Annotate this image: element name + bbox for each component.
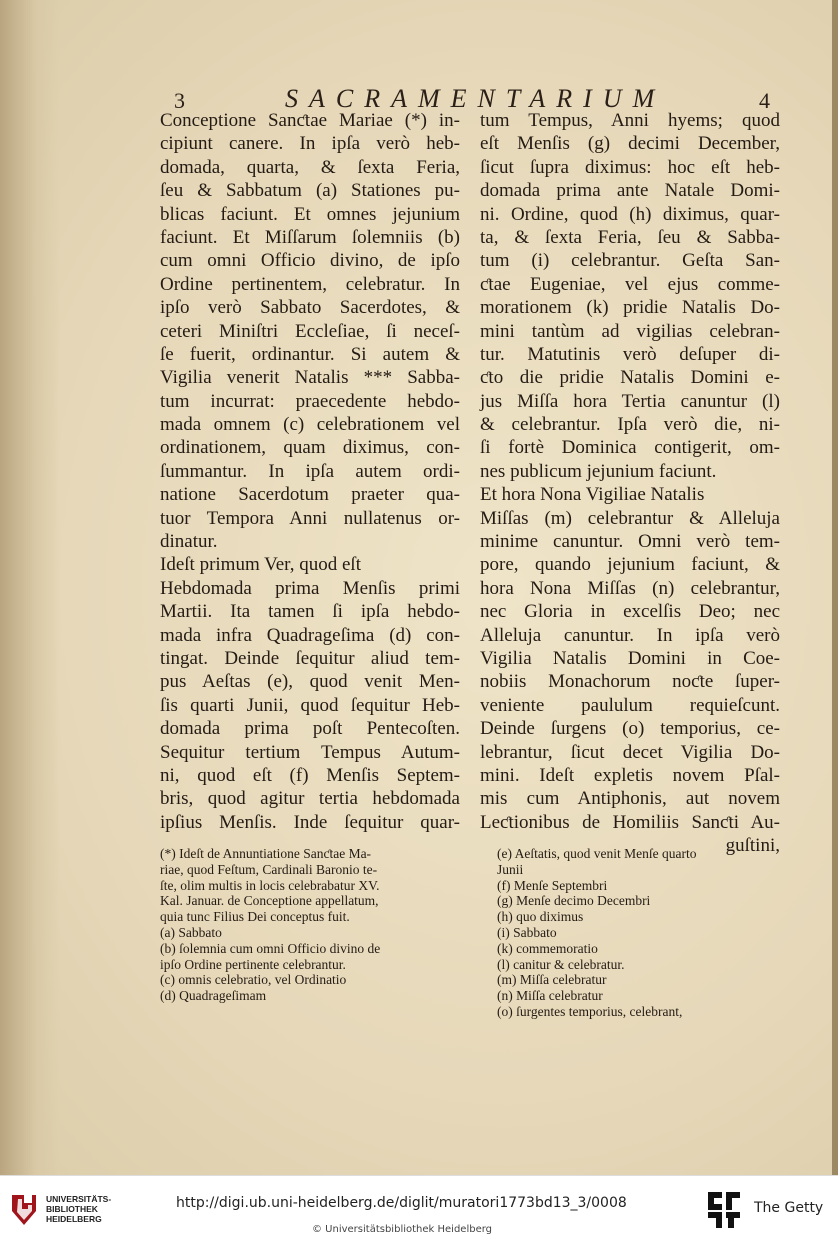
text-line: tingat. Deinde ſequitur aliud tem- xyxy=(160,647,460,669)
text-line: nec Gloria in excelſis Deo; nec xyxy=(480,601,780,623)
text-line: (*) Ideſt de Annuntiatione Sanƈtae Ma- xyxy=(160,846,372,861)
text-line: ſe fuerit, ordinantur. Si autem & xyxy=(160,343,460,365)
footnotes-left xyxy=(160,846,470,1004)
text-line: domada prima poſt Pentecoſten. xyxy=(160,718,460,740)
text-line: (c) omnis celebratio, vel Ordinatio xyxy=(160,972,347,988)
text-line: Sequitur tertium Tempus Autum- xyxy=(160,741,460,763)
text-line: Junii xyxy=(497,861,524,877)
footnotes-right xyxy=(497,846,792,1020)
page-edge xyxy=(832,0,838,1175)
text-line: (n) Miſſa celebratur xyxy=(497,988,603,1004)
text-line: ni, quod eſt (f) Menſis Septem- xyxy=(160,764,460,786)
text-line: Conceptione Sanƈtae Mariae (*) in- xyxy=(160,110,460,131)
text-line: lebrantur, ſicut decet Vigilia Do- xyxy=(480,741,780,763)
permalink-url[interactable]: http://digi.ub.uni-heidelberg.de/diglit/muratori1773bd13_3/0008 xyxy=(176,1195,627,1211)
text-line: tum incurrat: praecedente hebdo- xyxy=(160,390,460,412)
text-line: eſt Menſis (g) decimi December, xyxy=(480,133,780,155)
text-line: Vigilia Natalis Domini in Coe- xyxy=(480,647,780,669)
text-line: quia tunc Filius Dei conceptus fuit. xyxy=(160,909,350,925)
text-line: ipſo Ordine pertinente celebrantur. xyxy=(160,956,346,972)
text-line: ƈto die pridie Natalis Domini e- xyxy=(480,367,780,389)
text-line: mada omnem (c) celebrationem vel xyxy=(160,414,460,436)
text-line: (g) Menſe decimo Decembri xyxy=(497,893,651,909)
text-line: nobiis Monachorum noƈte ſuper- xyxy=(480,671,780,693)
text-line: Leƈtionibus de Homiliis Sanƈti Au- xyxy=(480,811,780,833)
text-line: Martii. Ita tamen ſi ipſa hebdo- xyxy=(160,601,460,623)
text-line: jus Miſſa hora Tertia canuntur (l) xyxy=(480,390,780,412)
text-line: ceteri Miniſtri Eccleſiae, ſi neceſ- xyxy=(160,320,460,342)
text-line: tuor Tempora Anni nullatenus or- xyxy=(160,507,460,529)
text-line: (k) commemoratio xyxy=(497,940,598,956)
page-number-left: 3 xyxy=(174,88,185,113)
text-line: (h) quo diximus xyxy=(497,909,584,925)
text-line: hora Nona Miſſas (n) celebrantur, xyxy=(480,577,780,599)
text-line: (d) Quadrageſimam xyxy=(160,988,267,1004)
text-line: pus Aeſtas (e), quod venit Men- xyxy=(160,671,460,693)
university-library-logo-icon[interactable] xyxy=(10,1193,38,1227)
text-line: (b) ſolemnia cum omni Officio divino de xyxy=(160,940,381,956)
text-line: Et hora Nona Vigiliae Natalis xyxy=(480,484,705,506)
text-line: cum omni Officio divino, de ipſo xyxy=(160,250,460,272)
running-title: SACRAMENTARIUM xyxy=(285,84,666,113)
text-line: Kal. Januar. de Conceptione appellatum, xyxy=(160,893,379,909)
page-number-right: 4 xyxy=(759,88,770,113)
text-line: domada, quarta, & ſexta Feria, xyxy=(160,156,460,178)
left-text-column xyxy=(160,109,460,834)
text-line: Hebdomada prima Menſis primi xyxy=(160,577,460,599)
text-line: bris, quod agitur tertia hebdomada xyxy=(160,788,460,810)
text-line: cipiunt canere. In ipſa verò heb- xyxy=(160,133,460,155)
copyright-notice: © Universitätsbibliothek Heidelberg xyxy=(312,1224,493,1235)
text-line: mada infra Quadrageſima (d) con- xyxy=(160,624,460,646)
text-line: Miſſas (m) celebrantur & Alleluja xyxy=(480,507,780,529)
right-text-column xyxy=(480,109,780,858)
text-line: tum Tempus, Anni hyems; quod xyxy=(480,110,780,131)
text-line: pore, quando jejunium faciunt, & xyxy=(480,554,780,576)
text-line: ſi fortè Dominica contigerit, om- xyxy=(480,437,780,459)
text-line: (a) Sabbato xyxy=(160,924,222,940)
text-line: ni. Ordine, quod (h) diximus, quar- xyxy=(480,203,780,225)
text-line: riae, quod Feſtum, Cardinali Baronio te- xyxy=(160,861,378,877)
text-line: natione Sacerdotum praeter qua- xyxy=(160,484,460,506)
text-line: (e) Aeſtatis, quod venit Menſe quarto xyxy=(497,846,697,861)
text-line: ſte, olim multis in locis celebrabatur XV. xyxy=(160,877,380,893)
text-line: ipſo verò Sabbato Sacerdotes, & xyxy=(160,297,460,319)
text-line: dinatur. xyxy=(160,531,218,553)
text-line: ƈtae Eugeniae, vel ejus comme- xyxy=(480,273,780,295)
text-line: Deinde ſurgens (o) temporius, ce- xyxy=(480,718,780,740)
text-line: ſummantur. In ipſa autem ordi- xyxy=(160,460,460,482)
text-line: nes publicum jejunium faciunt. xyxy=(480,460,717,482)
text-line: (l) canitur & celebratur. xyxy=(497,956,625,972)
text-line: mis cum Antiphonis, aut novem xyxy=(480,788,780,810)
text-line: Ideſt primum Ver, quod eſt xyxy=(160,554,361,576)
text-line: ſicut ſupra diximus: hoc eſt heb- xyxy=(480,156,780,178)
gutter-shadow xyxy=(0,0,60,1175)
text-line: ſis quarti Junii, quod ſequitur Heb- xyxy=(160,694,460,716)
text-line: minime canuntur. Omni verò tem- xyxy=(480,531,780,553)
getty-logo-icon[interactable] xyxy=(706,1190,742,1230)
text-line: tum (i) celebrantur. Geſta San- xyxy=(480,250,780,272)
text-line: ipſius Menſis. Inde ſequitur quar- xyxy=(160,811,460,833)
text-line: & celebrantur. Ipſa verò die, ni- xyxy=(480,414,780,436)
text-line: veniente paululum requieſcunt. xyxy=(480,694,780,716)
text-line: Ordine pertinentem, celebratur. In xyxy=(160,273,460,295)
text-line: ta, & ſexta Feria, ſeu & Sabba- xyxy=(480,226,780,248)
text-line: morationem (k) pridie Natalis Do- xyxy=(480,297,780,319)
text-line: domada prima ante Natale Domi- xyxy=(480,180,780,202)
text-line: (f) Menſe Septembri xyxy=(497,877,608,893)
text-line: (i) Sabbato xyxy=(497,924,557,940)
text-line: Vigilia venerit Natalis *** Sabba- xyxy=(160,367,460,389)
university-library-name: UNIVERSITÄTS- BIBLIOTHEK HEIDELBERG xyxy=(46,1194,112,1224)
text-line: mini tantùm ad vigilias celebran- xyxy=(480,320,780,342)
getty-label[interactable]: The Getty xyxy=(754,1200,824,1216)
text-line: tur. Matutinis verò deſuper di- xyxy=(480,343,780,365)
text-line: ſeu & Sabbatum (a) Stationes pu- xyxy=(160,180,460,202)
text-line: (o) ſurgentes temporius, celebrant, xyxy=(497,1003,683,1019)
text-line: blicas faciunt. Et omnes jejunium xyxy=(160,203,460,225)
text-line: ordinationem, quam diximus, con- xyxy=(160,437,460,459)
text-line: guſtini, xyxy=(725,835,780,857)
text-line: mini. Ideſt expletis novem Pſal- xyxy=(480,764,780,786)
text-line: faciunt. Et Miſſarum ſolemniis (b) xyxy=(160,226,460,248)
viewer-footer xyxy=(0,1175,838,1245)
text-line: Alleluja canuntur. In ipſa verò xyxy=(480,624,780,646)
text-line: (m) Miſſa celebratur xyxy=(497,972,607,988)
